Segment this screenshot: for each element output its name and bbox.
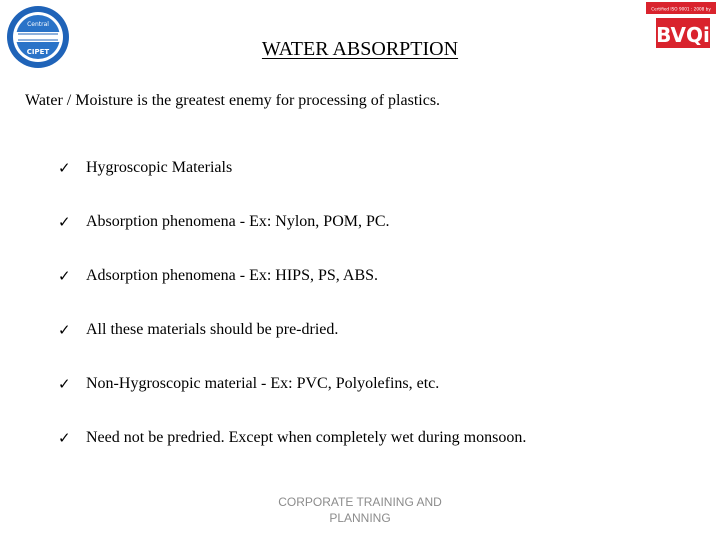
cipet-logo-bottom-text: CIPET (26, 48, 50, 56)
footer-line-1: CORPORATE TRAINING AND (278, 495, 442, 509)
bullet-item (58, 374, 526, 428)
bullet-text: Hygroscopic Materials (86, 159, 233, 176)
bullet-item (58, 212, 526, 266)
intro-text: Water / Moisture is the greatest enemy for processing of plastics. (25, 92, 441, 109)
bullet-text: Non-Hygroscopic material - Ex: PVC, Polyolefins, etc. (86, 375, 440, 392)
bullet-item (58, 158, 526, 212)
slide-title (0, 38, 720, 60)
bullet-text: Need not be predried. Except when completely wet during monsoon. (86, 429, 527, 446)
check-icon: ✓ (58, 375, 71, 393)
cipet-logo (4, 4, 72, 70)
check-icon: ✓ (58, 213, 71, 231)
bvqi-cert-text: Certified ISO 9001 : 2008 by (651, 6, 711, 12)
bullet-text: Adsorption phenomena - Ex: HIPS, PS, ABS. (86, 267, 379, 284)
bvqi-brand-text: BVQi (656, 23, 710, 47)
bullet-text: All these materials should be pre-dried. (86, 321, 339, 338)
check-icon: ✓ (58, 159, 71, 177)
bullet-list (58, 158, 526, 482)
check-icon: ✓ (58, 321, 71, 339)
bullet-item (58, 320, 526, 374)
footer-line-2: PLANNING (329, 511, 391, 525)
check-icon: ✓ (58, 429, 71, 447)
cipet-logo-top-text: Central (27, 21, 49, 28)
slide-title-text: WATER ABSORPTION (261, 38, 459, 60)
bullet-item (58, 266, 526, 320)
check-icon: ✓ (58, 267, 71, 285)
footer (270, 494, 450, 526)
bullet-item (58, 428, 526, 482)
bullet-text: Absorption phenomena - Ex: Nylon, POM, PC. (86, 213, 390, 230)
